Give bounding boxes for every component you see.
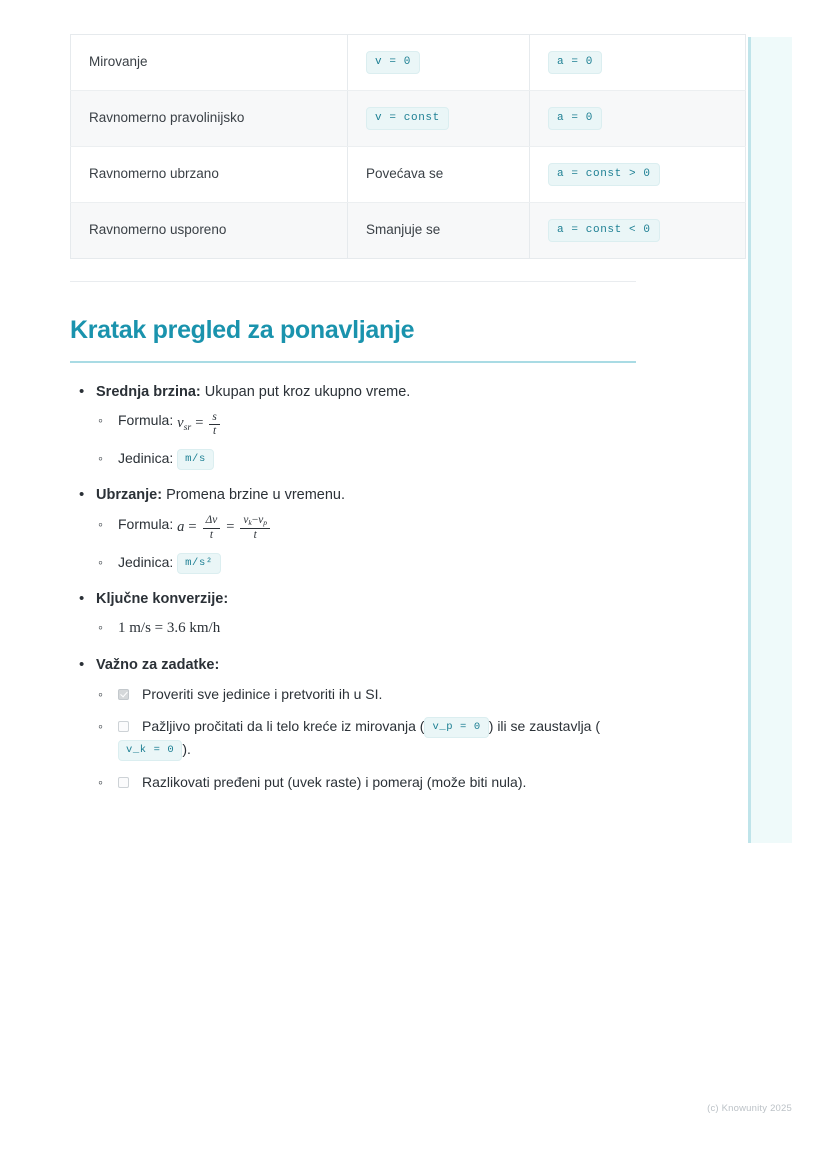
item-lead-label: Ubrzanje:	[96, 487, 163, 504]
fraction-numerator: Δv	[203, 515, 221, 528]
fraction-denominator: t	[209, 528, 213, 541]
summary-list	[70, 381, 636, 794]
task-text: Proveriti sve jedinice i pretvoriti ih u SI.	[142, 685, 383, 702]
v-final-sub: k	[248, 518, 252, 528]
list-item	[96, 447, 636, 470]
item-rest-text: Ukupan put kroz ukupno vreme.	[200, 383, 411, 400]
table-row	[71, 147, 746, 203]
formula-acceleration: a = $\frac{\Delta v}{t}$ = $\frac{v_k-v_p}{t}$	[177, 519, 272, 535]
list-item	[96, 771, 636, 793]
task-text-part-c: ).	[182, 741, 191, 758]
task-row	[118, 686, 382, 702]
acceleration-code-chip: a = const < 0	[548, 219, 660, 243]
list-item	[96, 616, 636, 640]
task-row	[118, 718, 600, 757]
fraction-denominator: t	[213, 425, 217, 438]
list-item	[96, 683, 636, 705]
list-item	[70, 588, 636, 640]
velocity-code-chip: v = 0	[366, 51, 420, 75]
item-lead-label: Srednja brzina:	[96, 383, 201, 400]
v-initial-sub: p	[263, 518, 268, 528]
velocity-code-chip: v = const	[366, 107, 449, 131]
state-name-cell: Ravnomerno usporeno	[71, 203, 348, 259]
unit-code-chip: m/s	[177, 449, 214, 470]
page-title: Kratak pregled za ponavljanje	[70, 316, 415, 344]
task-row	[118, 774, 526, 790]
formula-variable: v	[177, 415, 184, 432]
formula-average-speed: $v_{sr}$ = $\frac{s}{t}$	[177, 415, 222, 431]
state-name-cell: Mirovanje	[71, 35, 348, 91]
sub-list	[96, 616, 636, 640]
fraction	[209, 412, 219, 438]
task-text-part-b: ) ili se zaustavlja (	[488, 718, 601, 735]
item-lead-label: Ključne konverzije:	[96, 590, 229, 607]
v-initial-var: v	[258, 513, 264, 526]
unit-code-chip: m/s²	[177, 553, 221, 574]
list-item	[96, 409, 636, 437]
checkbox-icon[interactable]	[118, 689, 129, 700]
unit-label: Jedinica:	[118, 450, 174, 467]
sub-list	[96, 513, 636, 574]
initial-velocity-chip: v_p = 0	[424, 717, 488, 738]
list-item	[70, 654, 636, 793]
footer-copyright: (c) Knowunity 2025	[707, 1103, 792, 1114]
conversion-text: 1 m/s = 3.6 km/h	[118, 620, 221, 637]
list-item	[70, 484, 636, 574]
state-name-cell: Ravnomerno ubrzano	[71, 147, 348, 203]
formula-subscript: sr	[183, 421, 192, 433]
title-underline	[70, 361, 636, 363]
item-rest-text: Promena brzine u vremenu.	[162, 487, 346, 504]
acceleration-cell	[530, 91, 746, 147]
fraction	[240, 515, 270, 541]
formula-label: Formula:	[118, 515, 174, 532]
page-content	[70, 0, 651, 807]
list-item	[70, 381, 636, 471]
formula-label: Formula:	[118, 412, 174, 429]
acceleration-code-chip: a = const > 0	[548, 163, 660, 187]
acceleration-cell	[530, 203, 746, 259]
checkbox-icon[interactable]	[118, 721, 129, 732]
item-lead-label: Važno za zadatke:	[96, 657, 220, 674]
final-velocity-chip: v_k = 0	[118, 740, 182, 761]
task-text: Razlikovati pređeni put (uvek raste) i pomeraj (može biti nula).	[142, 773, 527, 790]
fraction-numerator: $v_k-v_p$	[240, 515, 270, 529]
table-row	[71, 203, 746, 259]
fraction-denominator: t	[253, 528, 257, 541]
acceleration-cell	[530, 35, 746, 91]
v-final-var: v	[243, 513, 249, 526]
velocity-cell: Povećava se	[348, 147, 530, 203]
list-item	[96, 715, 636, 761]
state-name-cell: Ravnomerno pravolinijsko	[71, 91, 348, 147]
right-accent-panel	[748, 37, 792, 843]
fraction-numerator: s	[209, 412, 219, 425]
unit-label: Jedinica:	[118, 554, 174, 571]
formula-variable: a	[177, 518, 185, 535]
task-list	[96, 683, 636, 793]
fraction	[203, 515, 221, 541]
table-row	[71, 91, 746, 147]
task-text-part-a: Pažljivo pročitati da li telo kreće iz mirovanja (	[142, 718, 425, 735]
checkbox-icon[interactable]	[118, 777, 129, 788]
velocity-cell	[348, 35, 530, 91]
section-divider	[70, 281, 636, 282]
acceleration-code-chip: a = 0	[548, 51, 602, 75]
acceleration-code-chip: a = 0	[548, 107, 602, 131]
list-item	[96, 551, 636, 574]
list-item	[96, 513, 636, 541]
motion-states-table	[70, 34, 746, 259]
velocity-cell: Smanjuje se	[348, 203, 530, 259]
table-row	[71, 35, 746, 91]
acceleration-cell	[530, 147, 746, 203]
sub-list	[96, 409, 636, 470]
velocity-cell	[348, 91, 530, 147]
